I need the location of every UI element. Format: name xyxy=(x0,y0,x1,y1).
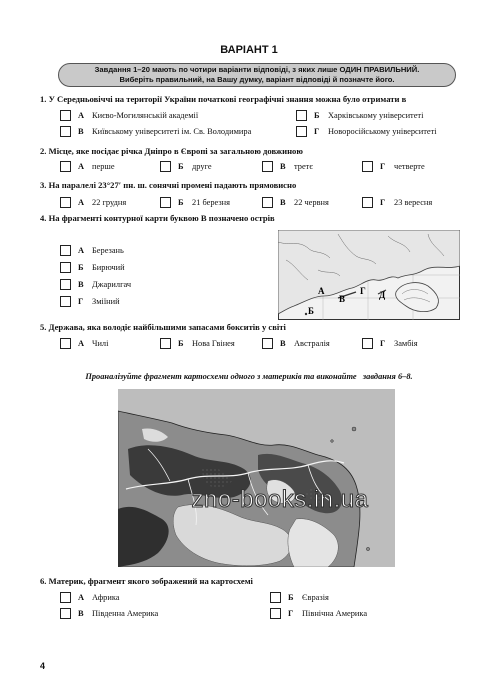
checkbox[interactable] xyxy=(296,126,307,137)
option-letter: Б xyxy=(288,593,294,602)
question-1: 1. У Середньовіччі на території України початкові географічні знання можна було отримати в xyxy=(40,94,407,104)
option-text: Бирючий xyxy=(92,263,125,272)
q1-option-c[interactable] xyxy=(60,126,251,137)
instruction-text: Проаналізуйте фрагмент картосхеми одного з материків та виконайте xyxy=(85,372,357,381)
contour-map-crimea xyxy=(278,230,460,320)
question-5: 5. Держава, яка володіє найбільшими запасами бокситів у світі xyxy=(40,322,286,332)
option-letter: Г xyxy=(314,127,320,136)
checkbox[interactable] xyxy=(60,245,71,256)
option-text: 22 грудня xyxy=(92,198,127,207)
map-label-d: Д xyxy=(379,290,386,300)
checkbox[interactable] xyxy=(160,161,171,172)
checkbox[interactable] xyxy=(362,197,373,208)
q4-option-d[interactable] xyxy=(60,296,120,307)
page-number: 4 xyxy=(40,661,46,671)
option-text: Чилі xyxy=(92,339,109,348)
checkbox[interactable] xyxy=(60,338,71,349)
q3-option-d[interactable] xyxy=(362,197,432,208)
option-text: 23 вересня xyxy=(394,198,433,207)
checkbox[interactable] xyxy=(362,338,373,349)
map-label-b: Б xyxy=(308,306,314,316)
option-text: друге xyxy=(192,162,212,171)
question-6: 6. Материк, фрагмент якого зображений на картосхемі xyxy=(40,576,253,586)
option-letter: В xyxy=(280,162,286,171)
option-text: Австралія xyxy=(294,339,330,348)
option-letter: А xyxy=(78,198,85,207)
map-label-a: А xyxy=(318,286,325,296)
option-text: Новоросійському університеті xyxy=(328,127,437,136)
option-text: четверте xyxy=(394,162,425,171)
checkbox[interactable] xyxy=(270,608,281,619)
option-letter: Б xyxy=(78,263,84,272)
question-3: 3. На паралелі 23°27′ пн. ш. сонячні промені падають прямовисно xyxy=(40,180,297,190)
option-text: третє xyxy=(294,162,313,171)
checkbox[interactable] xyxy=(296,110,307,121)
checkbox[interactable] xyxy=(160,338,171,349)
q4-option-a[interactable] xyxy=(60,245,124,256)
q5-option-c[interactable] xyxy=(262,338,330,349)
checkbox[interactable] xyxy=(60,592,71,603)
option-text: Києво-Могилянській академії xyxy=(92,111,199,120)
map-label-g: Г xyxy=(360,286,366,296)
q1-option-b[interactable] xyxy=(296,110,423,121)
option-text: Південна Америка xyxy=(92,609,159,618)
option-text: перше xyxy=(92,162,115,171)
question-4: 4. На фрагменті контурної карти буквою В позначено острів xyxy=(40,213,275,223)
q5-option-d[interactable] xyxy=(362,338,418,349)
q3-option-c[interactable] xyxy=(262,197,329,208)
option-letter: Б xyxy=(178,339,184,348)
checkbox[interactable] xyxy=(60,608,71,619)
option-text: Нова Гвінея xyxy=(192,339,235,348)
option-text: Київському університеті ім. Св. Володимира xyxy=(92,127,252,136)
q4-option-c[interactable] xyxy=(60,279,131,290)
checkbox[interactable] xyxy=(60,279,71,290)
option-letter: Г xyxy=(380,162,386,171)
option-letter: Б xyxy=(178,162,184,171)
option-text: Березань xyxy=(92,246,124,255)
option-letter: Г xyxy=(288,609,294,618)
checkbox[interactable] xyxy=(60,262,71,273)
checkbox[interactable] xyxy=(60,161,71,172)
option-letter: В xyxy=(78,280,84,289)
map-instruction xyxy=(0,372,498,381)
option-letter: Г xyxy=(380,339,386,348)
option-text: Харківському університеті xyxy=(328,111,424,120)
checkbox[interactable] xyxy=(262,197,273,208)
checkbox[interactable] xyxy=(262,338,273,349)
option-text: Замбія xyxy=(394,339,418,348)
checkbox[interactable] xyxy=(60,296,71,307)
option-letter: Г xyxy=(78,297,84,306)
option-letter: В xyxy=(280,339,286,348)
instructions-banner xyxy=(58,63,456,87)
q4-option-b[interactable] xyxy=(60,262,125,273)
option-text: Африка xyxy=(92,593,120,602)
q1-option-a[interactable] xyxy=(60,110,198,121)
q2-option-a[interactable] xyxy=(60,161,115,172)
option-letter: В xyxy=(280,198,286,207)
watermark: zno-books.in.ua xyxy=(191,486,369,513)
q1-option-d[interactable] xyxy=(296,126,437,137)
q3-option-b[interactable] xyxy=(160,197,230,208)
q6-option-c[interactable] xyxy=(60,608,158,619)
q3-option-a[interactable] xyxy=(60,197,126,208)
option-letter: А xyxy=(78,246,85,255)
checkbox[interactable] xyxy=(262,161,273,172)
option-letter: А xyxy=(78,339,85,348)
q2-option-c[interactable] xyxy=(262,161,313,172)
option-letter: А xyxy=(78,593,85,602)
checkbox[interactable] xyxy=(270,592,281,603)
banner-line-1: Завдання 1–20 мають по чотири варіанти відповіді, з яких лише ОДИН ПРАВИЛЬНИЙ. xyxy=(94,65,420,74)
checkbox[interactable] xyxy=(362,161,373,172)
instruction-tasks: завдання 6–8. xyxy=(362,372,413,381)
option-text: 21 березня xyxy=(192,198,230,207)
question-2: 2. Місце, яке посідає річка Дніпро в Європі за загальною довжиною xyxy=(40,146,303,156)
option-letter: В xyxy=(78,609,84,618)
q6-option-d[interactable] xyxy=(270,608,367,619)
q2-option-b[interactable] xyxy=(160,161,212,172)
option-text: Північна Америка xyxy=(302,609,368,618)
q6-option-a[interactable] xyxy=(60,592,119,603)
checkbox[interactable] xyxy=(60,197,71,208)
variant-title: ВАРІАНТ 1 xyxy=(220,44,278,56)
map-label-v: В xyxy=(339,294,346,304)
option-letter: Б xyxy=(314,111,320,120)
option-text: Джарилгач xyxy=(92,280,132,289)
q5-option-b[interactable] xyxy=(160,338,235,349)
q6-option-b[interactable] xyxy=(270,592,329,603)
checkbox[interactable] xyxy=(60,110,71,121)
q5-option-a[interactable] xyxy=(60,338,108,349)
option-letter: Г xyxy=(380,198,386,207)
option-text: Зміїний xyxy=(92,297,120,306)
option-letter: А xyxy=(78,111,85,120)
banner-line-2: Виберіть правильний, на Вашу думку, варіант відповіді й позначте його. xyxy=(119,75,395,84)
q2-option-d[interactable] xyxy=(362,161,425,172)
option-letter: Б xyxy=(178,198,184,207)
option-text: Євразія xyxy=(302,593,329,602)
option-letter: А xyxy=(78,162,85,171)
option-text: 22 червня xyxy=(294,198,329,207)
option-letter: В xyxy=(78,127,84,136)
checkbox[interactable] xyxy=(60,126,71,137)
checkbox[interactable] xyxy=(160,197,171,208)
continent-schematic-map xyxy=(118,389,395,567)
